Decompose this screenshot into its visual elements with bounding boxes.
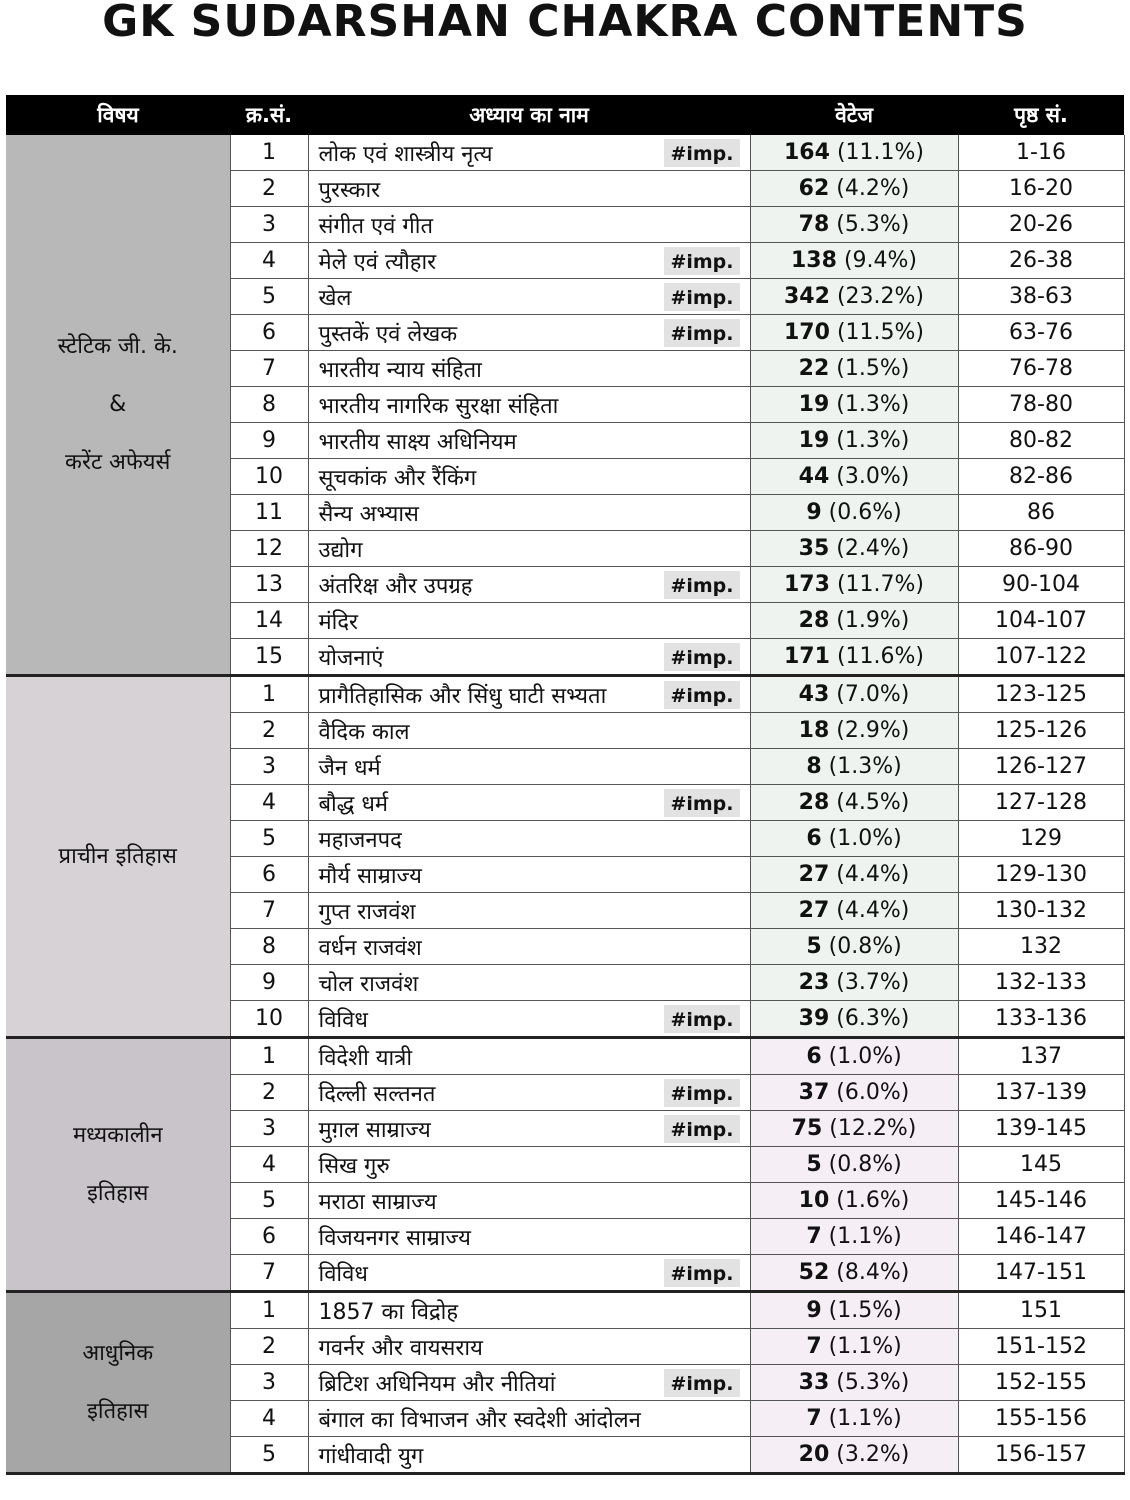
serial-number: 5: [230, 1183, 308, 1219]
weightage-percent: (7.0%): [836, 682, 910, 707]
question-count: 37: [798, 1080, 830, 1105]
weightage-percent: (1.1%): [828, 1406, 902, 1431]
important-badge: #imp.: [664, 1115, 739, 1143]
chapter-name: भारतीय न्याय संहिता: [318, 357, 482, 383]
weightage-cell: [750, 1255, 958, 1292]
chapter-name: लोक एवं शास्त्रीय नृत्य: [318, 141, 493, 167]
question-count: 7: [806, 1224, 822, 1249]
chapter-cell: [308, 1219, 750, 1255]
question-count: 8: [806, 754, 822, 779]
chapter-cell: [308, 893, 750, 929]
page-range: 1-16: [958, 135, 1124, 171]
chapter-cell: [308, 713, 750, 749]
serial-number: 12: [230, 531, 308, 567]
serial-number: 10: [230, 459, 308, 495]
chapter-name: मेले एवं त्यौहार: [318, 249, 437, 275]
important-badge: #imp.: [664, 319, 739, 347]
important-badge: #imp.: [664, 247, 739, 275]
serial-number: 13: [230, 567, 308, 603]
question-count: 27: [798, 862, 830, 887]
serial-number: 4: [230, 243, 308, 279]
important-badge: #imp.: [664, 139, 739, 167]
serial-number: 7: [230, 351, 308, 387]
page-range: 137: [958, 1038, 1124, 1075]
weightage-cell: [750, 1365, 958, 1401]
weightage-percent: (2.9%): [836, 718, 910, 743]
page-range: 26-38: [958, 243, 1124, 279]
weightage-percent: (11.1%): [836, 140, 924, 165]
question-count: 52: [798, 1260, 830, 1285]
subject-label: करेंट अफेयर्स: [65, 449, 171, 475]
weightage-cell: [750, 965, 958, 1001]
weightage-percent: (1.5%): [836, 356, 910, 381]
chapter-cell: [308, 965, 750, 1001]
question-count: 35: [798, 536, 830, 561]
weightage-cell: [750, 1038, 958, 1075]
weightage-percent: (1.1%): [828, 1334, 902, 1359]
chapter-cell: [308, 785, 750, 821]
header-weightage: वेटेज: [750, 95, 958, 135]
chapter-cell: [308, 459, 750, 495]
weightage-cell: [750, 495, 958, 531]
page-range: 139-145: [958, 1111, 1124, 1147]
question-count: 22: [798, 356, 830, 381]
question-count: 28: [798, 608, 830, 633]
weightage-percent: (11.6%): [836, 644, 924, 669]
weightage-cell: [750, 1001, 958, 1038]
chapter-name: भारतीय नागरिक सुरक्षा संहिता: [318, 393, 559, 419]
weightage-cell: [750, 1075, 958, 1111]
chapter-name: विजयनगर साम्राज्य: [318, 1225, 471, 1251]
weightage-percent: (1.3%): [828, 754, 902, 779]
page-range: 76-78: [958, 351, 1124, 387]
serial-number: 5: [230, 821, 308, 857]
chapter-name: दिल्ली सल्तनत: [318, 1081, 436, 1107]
page-range: 82-86: [958, 459, 1124, 495]
question-count: 62: [798, 176, 830, 201]
chapter-cell: [308, 1038, 750, 1075]
chapter-cell: [308, 531, 750, 567]
page-range: 151-152: [958, 1329, 1124, 1365]
subject-cell: [6, 1292, 230, 1474]
question-count: 6: [806, 1044, 822, 1069]
chapter-cell: [308, 423, 750, 459]
question-count: 39: [798, 1006, 830, 1031]
serial-number: 14: [230, 603, 308, 639]
question-count: 33: [798, 1370, 830, 1395]
page-range: 127-128: [958, 785, 1124, 821]
weightage-cell: [750, 713, 958, 749]
weightage-percent: (12.2%): [829, 1116, 917, 1141]
page-range: 151: [958, 1292, 1124, 1329]
question-count: 6: [806, 826, 822, 851]
chapter-name: पुस्तकें एवं लेखक: [318, 321, 458, 347]
important-badge: #imp.: [664, 643, 739, 671]
page-range: 90-104: [958, 567, 1124, 603]
chapter-cell: [308, 135, 750, 171]
chapter-name: बंगाल का विभाजन और स्वदेशी आंदोलन: [318, 1407, 641, 1433]
important-badge: #imp.: [664, 1259, 739, 1287]
page-range: 156-157: [958, 1437, 1124, 1474]
chapter-cell: [308, 603, 750, 639]
header-row: [6, 95, 1124, 135]
page-range: 155-156: [958, 1401, 1124, 1437]
serial-number: 1: [230, 135, 308, 171]
weightage-percent: (1.1%): [828, 1224, 902, 1249]
weightage-cell: [750, 387, 958, 423]
question-count: 173: [784, 572, 830, 597]
chapter-name: विदेशी यात्री: [318, 1045, 413, 1071]
chapter-cell: [308, 1255, 750, 1292]
weightage-percent: (1.3%): [836, 392, 910, 417]
weightage-cell: [750, 243, 958, 279]
question-count: 7: [806, 1406, 822, 1431]
weightage-percent: (1.5%): [828, 1298, 902, 1323]
weightage-cell: [750, 171, 958, 207]
chapter-cell: [308, 495, 750, 531]
chapter-name: मंदिर: [318, 609, 359, 635]
serial-number: 2: [230, 1075, 308, 1111]
weightage-percent: (3.2%): [836, 1442, 910, 1467]
page-range: 125-126: [958, 713, 1124, 749]
serial-number: 4: [230, 1401, 308, 1437]
weightage-percent: (1.9%): [836, 608, 910, 633]
chapter-name: संगीत एवं गीत: [318, 213, 434, 239]
chapter-name: विविध: [318, 1007, 368, 1033]
weightage-cell: [750, 749, 958, 785]
chapter-cell: [308, 639, 750, 676]
weightage-cell: [750, 676, 958, 713]
page-range: 132: [958, 929, 1124, 965]
serial-number: 8: [230, 929, 308, 965]
table-row: [6, 1038, 1124, 1075]
chapter-cell: [308, 1365, 750, 1401]
chapter-name: सैन्य अभ्यास: [318, 501, 419, 527]
weightage-cell: [750, 1329, 958, 1365]
weightage-cell: [750, 1111, 958, 1147]
page-range: 20-26: [958, 207, 1124, 243]
question-count: 18: [798, 718, 830, 743]
serial-number: 15: [230, 639, 308, 676]
chapter-name: 1857 का विद्रोह: [318, 1299, 459, 1325]
weightage-cell: [750, 821, 958, 857]
serial-number: 5: [230, 279, 308, 315]
page-range: 86-90: [958, 531, 1124, 567]
question-count: 23: [798, 970, 830, 995]
chapter-name: विविध: [318, 1261, 368, 1287]
question-count: 10: [798, 1188, 830, 1213]
chapter-cell: [308, 857, 750, 893]
page-range: 137-139: [958, 1075, 1124, 1111]
weightage-cell: [750, 857, 958, 893]
header-serial: क्र.सं.: [230, 95, 308, 135]
weightage-cell: [750, 459, 958, 495]
page-range: 78-80: [958, 387, 1124, 423]
question-count: 27: [798, 898, 830, 923]
serial-number: 7: [230, 1255, 308, 1292]
weightage-percent: (1.0%): [828, 1044, 902, 1069]
important-badge: #imp.: [664, 1369, 739, 1397]
chapter-name: योजनाएं: [318, 645, 384, 671]
page-range: 130-132: [958, 893, 1124, 929]
chapter-cell: [308, 1183, 750, 1219]
page-range: 129: [958, 821, 1124, 857]
chapter-name: मराठा साम्राज्य: [318, 1189, 437, 1215]
chapter-cell: [308, 1075, 750, 1111]
chapter-name: बौद्ध धर्म: [318, 791, 389, 817]
serial-number: 4: [230, 1147, 308, 1183]
weightage-percent: (1.6%): [836, 1188, 910, 1213]
weightage-percent: (0.6%): [828, 500, 902, 525]
weightage-percent: (4.5%): [836, 790, 910, 815]
chapter-cell: [308, 676, 750, 713]
chapter-name: गांधीवादी युग: [318, 1443, 424, 1469]
weightage-percent: (4.2%): [836, 176, 910, 201]
subject-label: इतिहास: [87, 1398, 149, 1424]
serial-number: 2: [230, 713, 308, 749]
question-count: 5: [806, 934, 822, 959]
weightage-cell: [750, 785, 958, 821]
weightage-percent: (4.4%): [836, 898, 910, 923]
chapter-cell: [308, 171, 750, 207]
header-pages: पृष्ठ सं.: [958, 95, 1124, 135]
question-count: 43: [798, 682, 830, 707]
chapter-cell: [308, 279, 750, 315]
weightage-cell: [750, 423, 958, 459]
chapter-cell: [308, 749, 750, 785]
chapter-cell: [308, 315, 750, 351]
question-count: 342: [784, 284, 830, 309]
weightage-percent: (6.0%): [836, 1080, 910, 1105]
chapter-name: सिख गुरु: [318, 1153, 390, 1179]
weightage-cell: [750, 1401, 958, 1437]
weightage-cell: [750, 279, 958, 315]
serial-number: 5: [230, 1437, 308, 1474]
serial-number: 2: [230, 171, 308, 207]
table-row: [6, 1292, 1124, 1329]
header-subject: विषय: [6, 95, 230, 135]
serial-number: 10: [230, 1001, 308, 1038]
page-range: 104-107: [958, 603, 1124, 639]
question-count: 19: [798, 428, 830, 453]
chapter-name: वैदिक काल: [318, 719, 410, 745]
serial-number: 9: [230, 965, 308, 1001]
page-range: 63-76: [958, 315, 1124, 351]
weightage-cell: [750, 207, 958, 243]
important-badge: #imp.: [664, 571, 739, 599]
chapter-cell: [308, 1401, 750, 1437]
question-count: 75: [791, 1116, 823, 1141]
subject-cell: [6, 1038, 230, 1292]
chapter-cell: [308, 1292, 750, 1329]
page-range: 129-130: [958, 857, 1124, 893]
weightage-cell: [750, 603, 958, 639]
chapter-name: मौर्य साम्राज्य: [318, 863, 422, 889]
chapter-cell: [308, 207, 750, 243]
weightage-percent: (2.4%): [836, 536, 910, 561]
subject-label: प्राचीन इतिहास: [58, 843, 177, 869]
question-count: 138: [791, 248, 837, 273]
subject-label: &: [109, 391, 127, 417]
serial-number: 3: [230, 1365, 308, 1401]
contents-table: [6, 95, 1125, 1475]
table-row: [6, 135, 1124, 171]
subject-label: आधुनिक: [82, 1340, 154, 1366]
weightage-percent: (3.7%): [836, 970, 910, 995]
serial-number: 6: [230, 1219, 308, 1255]
important-badge: #imp.: [664, 283, 739, 311]
question-count: 170: [784, 320, 830, 345]
weightage-percent: (0.8%): [828, 934, 902, 959]
chapter-name: खेल: [318, 285, 352, 311]
weightage-cell: [750, 639, 958, 676]
serial-number: 3: [230, 207, 308, 243]
header-chapter: अध्याय का नाम: [308, 95, 750, 135]
weightage-cell: [750, 567, 958, 603]
page-range: 107-122: [958, 639, 1124, 676]
weightage-cell: [750, 135, 958, 171]
chapter-name: भारतीय साक्ष्य अधिनियम: [318, 429, 517, 455]
chapter-cell: [308, 1329, 750, 1365]
important-badge: #imp.: [664, 789, 739, 817]
page-range: 16-20: [958, 171, 1124, 207]
subject-label: स्टेटिक जी. के.: [57, 333, 178, 359]
chapter-name: गुप्त राजवंश: [318, 899, 416, 925]
question-count: 9: [806, 500, 822, 525]
chapter-cell: [308, 1001, 750, 1038]
question-count: 19: [798, 392, 830, 417]
weightage-percent: (1.3%): [836, 428, 910, 453]
subject-label: मध्यकालीन: [72, 1122, 163, 1148]
page-range: 145: [958, 1147, 1124, 1183]
serial-number: 8: [230, 387, 308, 423]
contents-body: [6, 135, 1124, 1474]
chapter-cell: [308, 929, 750, 965]
question-count: 78: [798, 212, 830, 237]
important-badge: #imp.: [664, 1005, 739, 1033]
page-range: 133-136: [958, 1001, 1124, 1038]
subject-label: इतिहास: [87, 1180, 149, 1206]
weightage-cell: [750, 1147, 958, 1183]
question-count: 20: [798, 1442, 830, 1467]
weightage-percent: (8.4%): [836, 1260, 910, 1285]
serial-number: 1: [230, 676, 308, 713]
chapter-name: गवर्नर और वायसराय: [318, 1335, 483, 1361]
table-row: [6, 676, 1124, 713]
chapter-cell: [308, 567, 750, 603]
chapter-name: सूचकांक और रैंकिंग: [318, 465, 477, 491]
page-range: 146-147: [958, 1219, 1124, 1255]
question-count: 7: [806, 1334, 822, 1359]
weightage-percent: (5.3%): [836, 1370, 910, 1395]
serial-number: 1: [230, 1292, 308, 1329]
serial-number: 9: [230, 423, 308, 459]
weightage-cell: [750, 1292, 958, 1329]
weightage-cell: [750, 893, 958, 929]
important-badge: #imp.: [664, 681, 739, 709]
weightage-percent: (4.4%): [836, 862, 910, 887]
chapter-cell: [308, 1111, 750, 1147]
page-range: 152-155: [958, 1365, 1124, 1401]
serial-number: 7: [230, 893, 308, 929]
page-range: 86: [958, 495, 1124, 531]
question-count: 9: [806, 1298, 822, 1323]
weightage-percent: (5.3%): [836, 212, 910, 237]
weightage-percent: (11.5%): [836, 320, 924, 345]
weightage-cell: [750, 1437, 958, 1474]
serial-number: 1: [230, 1038, 308, 1075]
chapter-name: उद्योग: [318, 537, 363, 563]
subject-cell: [6, 676, 230, 1038]
page-range: 132-133: [958, 965, 1124, 1001]
weightage-percent: (9.4%): [843, 248, 917, 273]
weightage-cell: [750, 351, 958, 387]
weightage-percent: (23.2%): [836, 284, 924, 309]
weightage-percent: (3.0%): [836, 464, 910, 489]
weightage-percent: (1.0%): [828, 826, 902, 851]
weightage-cell: [750, 315, 958, 351]
question-count: 171: [784, 644, 830, 669]
question-count: 164: [784, 140, 830, 165]
serial-number: 6: [230, 315, 308, 351]
serial-number: 4: [230, 785, 308, 821]
weightage-cell: [750, 531, 958, 567]
chapter-name: ब्रिटिश अधिनियम और नीतियां: [318, 1371, 556, 1397]
chapter-name: प्रागैतिहासिक और सिंधु घाटी सभ्यता: [318, 683, 607, 709]
serial-number: 2: [230, 1329, 308, 1365]
serial-number: 11: [230, 495, 308, 531]
chapter-cell: [308, 821, 750, 857]
weightage-percent: (11.7%): [836, 572, 924, 597]
weightage-percent: (0.8%): [828, 1152, 902, 1177]
chapter-name: महाजनपद: [318, 827, 402, 853]
question-count: 44: [798, 464, 830, 489]
question-count: 28: [798, 790, 830, 815]
page-range: 147-151: [958, 1255, 1124, 1292]
important-badge: #imp.: [664, 1079, 739, 1107]
page-range: 123-125: [958, 676, 1124, 713]
page-range: 38-63: [958, 279, 1124, 315]
page-range: 145-146: [958, 1183, 1124, 1219]
weightage-percent: (6.3%): [836, 1006, 910, 1031]
chapter-cell: [308, 243, 750, 279]
chapter-cell: [308, 387, 750, 423]
serial-number: 3: [230, 749, 308, 785]
chapter-name: अंतरिक्ष और उपग्रह: [318, 573, 473, 599]
chapter-cell: [308, 1437, 750, 1474]
weightage-cell: [750, 1183, 958, 1219]
page-range: 80-82: [958, 423, 1124, 459]
chapter-cell: [308, 1147, 750, 1183]
serial-number: 3: [230, 1111, 308, 1147]
chapter-name: मुग़ल साम्राज्य: [318, 1117, 431, 1143]
chapter-name: वर्धन राजवंश: [318, 935, 422, 961]
weightage-cell: [750, 929, 958, 965]
chapter-name: जैन धर्म: [318, 755, 381, 781]
chapter-name: चोल राजवंश: [318, 971, 419, 997]
subject-cell: [6, 135, 230, 676]
chapter-name: पुरस्कार: [318, 177, 381, 203]
weightage-cell: [750, 1219, 958, 1255]
question-count: 5: [806, 1152, 822, 1177]
page-title: GK SUDARSHAN CHAKRA CONTENTS: [102, 0, 1028, 47]
chapter-cell: [308, 351, 750, 387]
page-range: 126-127: [958, 749, 1124, 785]
serial-number: 6: [230, 857, 308, 893]
